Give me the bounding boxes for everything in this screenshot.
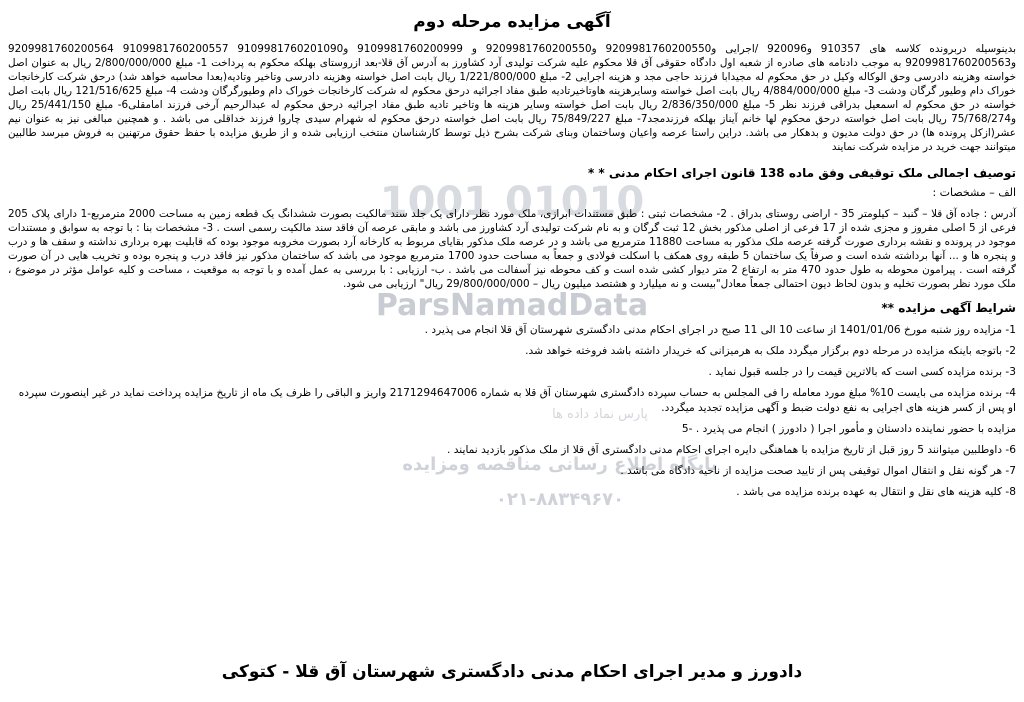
watermark-digits: 01010 1001 xyxy=(379,179,645,225)
watermark-line3: پارس نماد داده ها xyxy=(552,407,648,422)
watermark-line1: پایگاه اطلاع رسانی مناقصه ومزایده xyxy=(402,454,718,475)
condition-item: 7- هر گونه نقل و انتقال اموال توقیفی پس از تایید صحت مزایده از ناحیه دادگاه می باشد . xyxy=(620,465,1016,477)
watermark-line2: ۰۲۱-۸۸۳۴۹۶۷۰ xyxy=(495,489,625,510)
intro-paragraph: بدینوسیله دربرونده کلاسه های 910357 و920096 /اجرایی و9209981760200550 و9209981760200550 و 9109981760200999 و9109981760201090 9109981760200557 9209981760200564 و9209981760200563 به موجب دادنامه های صادره از شعبه اول دادگاه حقوقی آق قلا محکوم علیه شرکت تولیدی آرد کشاورز به آدرس آق قلا-بعد ازروستای بهلکه محکوم به پرداخت 1- مبلغ 2/800/000/000 ریال به عنوان اصل خواسته وهزینه دادرسی وحق الوکاله وکیل در حق محکوم له مجیدابا فرزند حاجی مجد و هزینه اجرایی 2- مبلغ 1/221/800/000 ریال بابت اصل خواسته وهزینه دادرسی وتاخیر وتادیه(بعدا محاسبه خواهد شد) درحق شرکت کارخانجات خوراک دام وطیور گرگان ودشت 3- مبلغ 4/884/000/000 ریال بابت اصل خواسته وسایرهزینه هاوتاخیرتادیه طبق مفاد اجرائیه درحق محکوم له شرکت کارخانجات خوراک دام وطیورگرگان ودشت 4- مبلغ 121/516/625 ریال بابت اصل خواسته در حق محکوم له اسمعیل بدراقی فرزند نظر 5- مبلغ 2/836/350/000 ریال بابت اصل خواسته وسایر هزینه ها وتاخیر تادیه طبق مفاد اجرائیه درحق محکوم له عبدالرحیم آرخی فرزند امامقلی6- مبلغ 25/441/150 ریال و75/768/274 ریال بابت اصل خواسته درحق محکوم لها خانم آیناز بهلکه فرزندمجد7- مبلغ 75/849/227 ریال بابت اصل خواسته درحق محکوم له شهرام سیدی چاروا فرزند خداقلی می باشد . و همچنین مبالغی نیز به عنوان نیم عشر(ازکل پرونده ها) در حق دولت مدیون و بدهکار می باشد. دراین راستا عرصه واعیان وساختمان وبنای شرکت بشرح ذیل توسط کارشناسان منتخب ارزیابی شده و از طریق مزایده با حفظ حقوق مرتهنین به فروش میرسد طالبین میتوانند جهت خرید در مزایده شرکت نمایند xyxy=(8,43,1017,153)
specs-paragraph: آدرس : جاده آق قلا – گنبد – کیلومتر 35 - اراضی روستای بدراق . 2- مشخصات ثبتی : طبق مستندات ابرازی، ملک مورد نظر دارای یک جلد سند مالکیت بصورت ششدانگ یک قطعه زمین به مساحت 2000 مترمربع-1 دارای پلاک 205 فرعی از 5 اصلی مفروز و مجزی شده از 17 فرعی از اصلی مذکور بخش 12 ثبت گرگان و به نام شرکت تولیدی آرد کشاورز می باشد و مابقی عرصه آن فاقد سند مالکیت رسمی است . 3- مشخصات بنا : با توجه به سوابق و مستندات موجود در پرونده و نقشه برداری صورت گرفته عرصه ملک مذکور به مساحت 11880 مترمربع می باشد و در عرصه ملک مذکور بقایای مربوط به کارخانه آرد بصورت مخروبه موجود بوده که قابلیت بهره برداری نداشته و سقف ها و درب و پنجره ها و ... آنها برداشته شده است و صرفاً یک ساختمان 5 طبقه روی همکف با اسکلت فولادی و جمعاً به مساحت حدود 1700 مترمربع موجود می باشد که ساختمان مذکور نیز فاقد درب و پنجره بوده و تخریب هایی در آن صورت گرفته است . پیرامون محوطه به طول حدود 470 متر به ارتفاع 2 متر دیوار کشی شده است و کف محوطه نیز آسفالت می باشد . ب- ارزیابی : با بررسی به عمل آمده و با توجه به موقعیت ، مساحت و کلیه عوامل مؤثر در موضوع ، ملک مورد نظر بصورت تخلیه و بدون لحاظ دیون احتمالی جمعاً معادل"بیست و نه میلیارد و هشتصد میلیون ریال – 29/800/000/000 ریال" ارزیابی می شود. xyxy=(8,208,1017,290)
page-title: آگهی مزایده مرحله دوم xyxy=(413,12,611,32)
condition-item: 6- داوطلبین میتوانند 5 روز قبل از تاریخ مزایده با هماهنگی دایره اجرای احکام مدنی دادگستری آق قلا از ملک مذکور بازدید نمایند . xyxy=(447,444,1016,456)
summary-heading: توصیف اجمالی ملک توقیفی وفق ماده 138 قانون اجرای احکام مدنی * * xyxy=(587,166,1016,180)
condition-item: 4- برنده مزایده می بایست 10% مبلغ مورد معامله را فی المجلس به حساب سپرده دادگستری شهرستان آق قلا به شماره 2171294647006 واریز و الباقی را ظرف یک ماه از تاریخ مزایده پرداخت نماید در غیر اینصورت سپرده او پس از کسر هزینه های اجرایی به نفع دولت ضبط و آگهی مزایده تجدید میگردد. xyxy=(18,387,1016,414)
condition-item: 2- باتوجه باینکه مزایده در مرحله دوم برگزار میگردد ملک به هرمیزانی که خریدار داشته باشد فروخته خواهد شد. xyxy=(525,345,1016,357)
signature-footer: دادورز و مدیر اجرای احکام مدنی دادگستری شهرستان آق قلا - کتوکی xyxy=(221,662,803,682)
condition-item: 8- کلیه هزینه های نقل و انتقال به عهده برنده مزایده می باشد . xyxy=(736,486,1016,498)
conditions-heading: شرایط آگهی مزایده ** xyxy=(881,301,1016,315)
specs-label: الف – مشخصات : xyxy=(932,186,1016,199)
condition-item: مزایده با حضور نماینده دادستان و مأمور اجرا ( دادورز ) انجام می پذیرد . -5 xyxy=(681,423,1016,435)
condition-item: 1- مزایده روز شنبه مورخ 1401/01/06 از ساعت 10 الی 11 صبح در اجرای احکام مدنی دادگستری شهرستان آق قلا انجام می پذیرد . xyxy=(424,324,1016,336)
watermark-brand: ParsNamadData xyxy=(375,288,649,323)
conditions-list xyxy=(8,323,1016,500)
condition-item: 3- برنده مزایده کسی است که بالاترین قیمت را در جلسه قبول نماید . xyxy=(708,366,1016,378)
